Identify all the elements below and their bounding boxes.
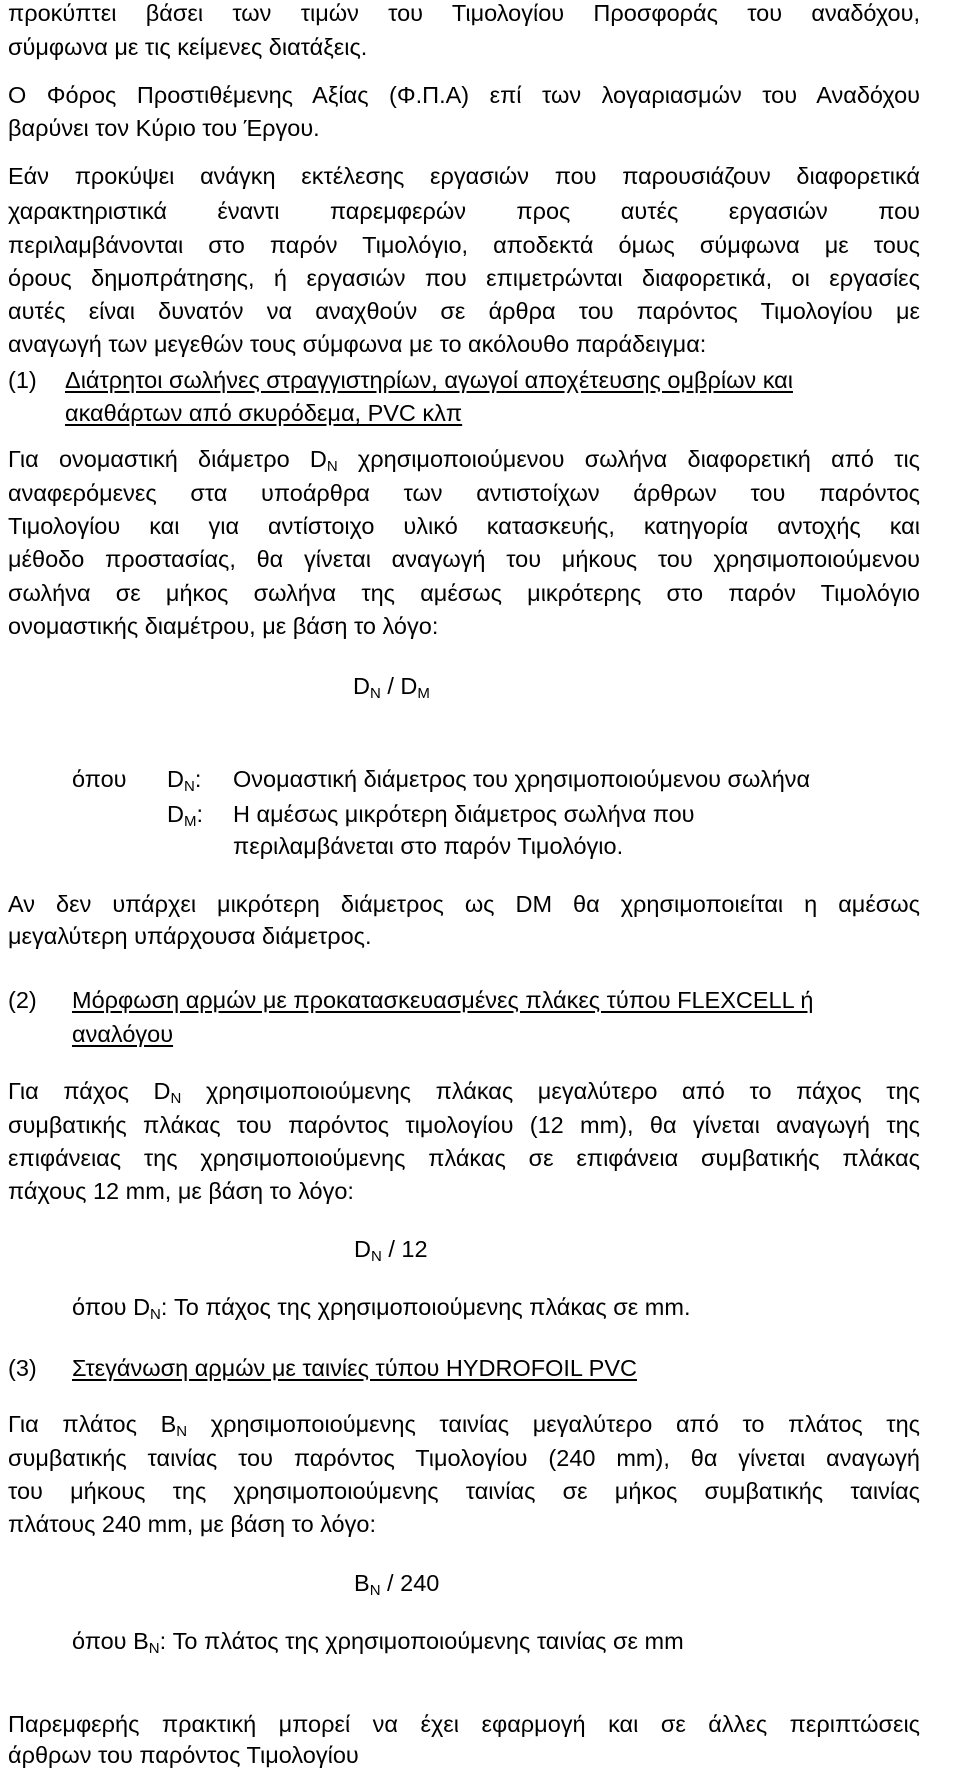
section1-number: (1) <box>8 367 37 393</box>
section2-para-line-4: πάχους 12 mm, με βάση το λόγο: <box>8 1178 354 1204</box>
section2-number: (2) <box>8 987 37 1013</box>
section2-where-definition: όπου $D_N$: Το πάχος της χρησιμοποιούμενης πλάκας σε mm. <box>72 1294 691 1323</box>
closing-line-1: Παρεμφερής πρακτική μπορεί να έχει εφαρμογή και σε άλλες περιπτώσεις <box>8 1711 920 1737</box>
section3-where-definition: όπου $B_N$: Το πλάτος της χρησιμοποιούμενης ταινίας σε mm <box>72 1628 684 1657</box>
section1-para-line-6: ονομαστικής διαμέτρου, με βάση το λόγο: <box>8 613 439 639</box>
section3-formula: $B_N / 240$ <box>354 1570 440 1599</box>
section3-heading: Στεγάνωση αρμών με ταινίες τύπου HYDROFOIL PVC <box>72 1355 637 1381</box>
section1-para-line-3: Τιμολογίου και για αντίστοιχο υλικό κατασκευής, κατηγορία αντοχής και <box>8 513 920 539</box>
section3-number: (3) <box>8 1355 37 1381</box>
section3-para-line-1: Για πλάτος $B_N$ χρησιμοποιούμενης ταινίας μεγαλύτερο από το πλάτος της <box>8 1411 920 1440</box>
section1-dm-term: $D_M$: <box>167 801 204 830</box>
section2-para-line-3: επιφάνειας της χρησιμοποιούμενης πλάκας σε επιφάνεια συμβατικής πλάκας <box>8 1145 920 1171</box>
intro-line-1: προκύπτει βάσει των τιμών του Τιμολογίου Προσφοράς του αναδόχου, <box>8 0 920 26</box>
section1-para-line-4: μέθοδο προστασίας, θα γίνεται αναγωγή του μήκους του χρησιμοποιούμενου <box>8 546 920 572</box>
para1-line-1: Εάν προκύψει ανάγκη εκτέλεσης εργασιών που παρουσιάζουν διαφορετικά <box>8 163 920 189</box>
section1-dm-definition-line-2: περιλαμβάνεται στο παρόν Τιμολόγιο. <box>233 833 624 859</box>
section1-formula: $D_N / D_M$ <box>353 673 430 702</box>
section3-para-line-4: πλάτους 240 mm, με βάση το λόγο: <box>8 1511 376 1537</box>
section1-dm-definition-line-1: Η αμέσως μικρότερη διάμετρος σωλήνα που <box>233 801 695 827</box>
section1-para-line-1: Για ονομαστική διάμετρο $D_N$ χρησιμοποιούμενου σωλήνα διαφορετική από τις <box>8 446 920 475</box>
section2-heading-line-2: αναλόγου <box>72 1021 174 1047</box>
intro-line-4: βαρύνει τον Κύριο του Έργου. <box>8 115 320 141</box>
section2-formula: $D_N / 12$ <box>354 1236 428 1265</box>
section2-para-line-2: συμβατικής πλάκας του παρόντος τιμολογίου (12 mm), θα γίνεται αναγωγή της <box>8 1112 920 1138</box>
section1-para-line-5: σωλήνα σε μήκος σωλήνα της αμέσως μικρότερης στο παρόν Τιμολόγιο <box>8 580 920 606</box>
section1-dn-definition: Ονομαστική διάμετρος του χρησιμοποιούμενου σωλήνα <box>233 766 811 792</box>
section1-note-line-1: Αν δεν υπάρχει μικρότερη διάμετρος ως DM θα χρησιμοποιείται η αμέσως <box>8 891 920 917</box>
intro-line-3: Ο Φόρος Προστιθέμενης Αξίας (Φ.Π.Α) επί των λογαριασμών του Αναδόχου <box>8 82 920 108</box>
section2-para-line-1: Για πάχος $D_N$ χρησιμοποιούμενης πλάκας μεγαλύτερο από το πάχος της <box>8 1078 920 1107</box>
section1-heading-line-1: Διάτρητοι σωλήνες στραγγιστηρίων, αγωγοί αποχέτευσης ομβρίων και <box>65 367 793 393</box>
section3-para-line-3: του μήκους της χρησιμοποιούμενης ταινίας σε μήκος συμβατικής ταινίας <box>8 1478 920 1504</box>
section1-where-label: όπου <box>72 766 127 792</box>
closing-line-2: άρθρων του παρόντος Τιμολογίου <box>8 1742 359 1768</box>
intro-line-2: σύμφωνα με τις κείμενες διατάξεις. <box>8 34 368 60</box>
para1-line-4: όρους δημοπράτησης, ή εργασιών που επιμετρώνται διαφορετικά, οι εργασίες <box>8 265 920 291</box>
para1-line-2: χαρακτηριστικά έναντι παρεμφερών προς αυτές εργασιών που <box>8 198 920 224</box>
section2-heading-line-1: Μόρφωση αρμών με προκατασκευασμένες πλάκες τύπου FLEXCELL ή <box>72 987 814 1013</box>
section1-dn-term: $D_N$: <box>167 766 202 795</box>
section1-note-line-2: μεγαλύτερη υπάρχουσα διάμετρος. <box>8 923 372 949</box>
section3-para-line-2: συμβατικής ταινίας του παρόντος Τιμολογίου (240 mm), θα γίνεται αναγωγή <box>8 1445 920 1471</box>
para1-line-5: αυτές είναι δυνατόν να αναχθούν σε άρθρα του παρόντος Τιμολογίου με <box>8 298 920 324</box>
section1-para-line-2: αναφερόμενες στα υποάρθρα των αντιστοίχων άρθρων του παρόντος <box>8 480 920 506</box>
para1-line-3: περιλαμβάνονται στο παρόν Τιμολόγιο, αποδεκτά όμως σύμφωνα με τους <box>8 232 920 258</box>
para1-line-6: αναγωγή των μεγεθών τους σύμφωνα με το ακόλουθο παράδειγμα: <box>8 331 707 357</box>
section1-heading-line-2: ακαθάρτων από σκυρόδεμα, PVC κλπ <box>65 400 463 426</box>
